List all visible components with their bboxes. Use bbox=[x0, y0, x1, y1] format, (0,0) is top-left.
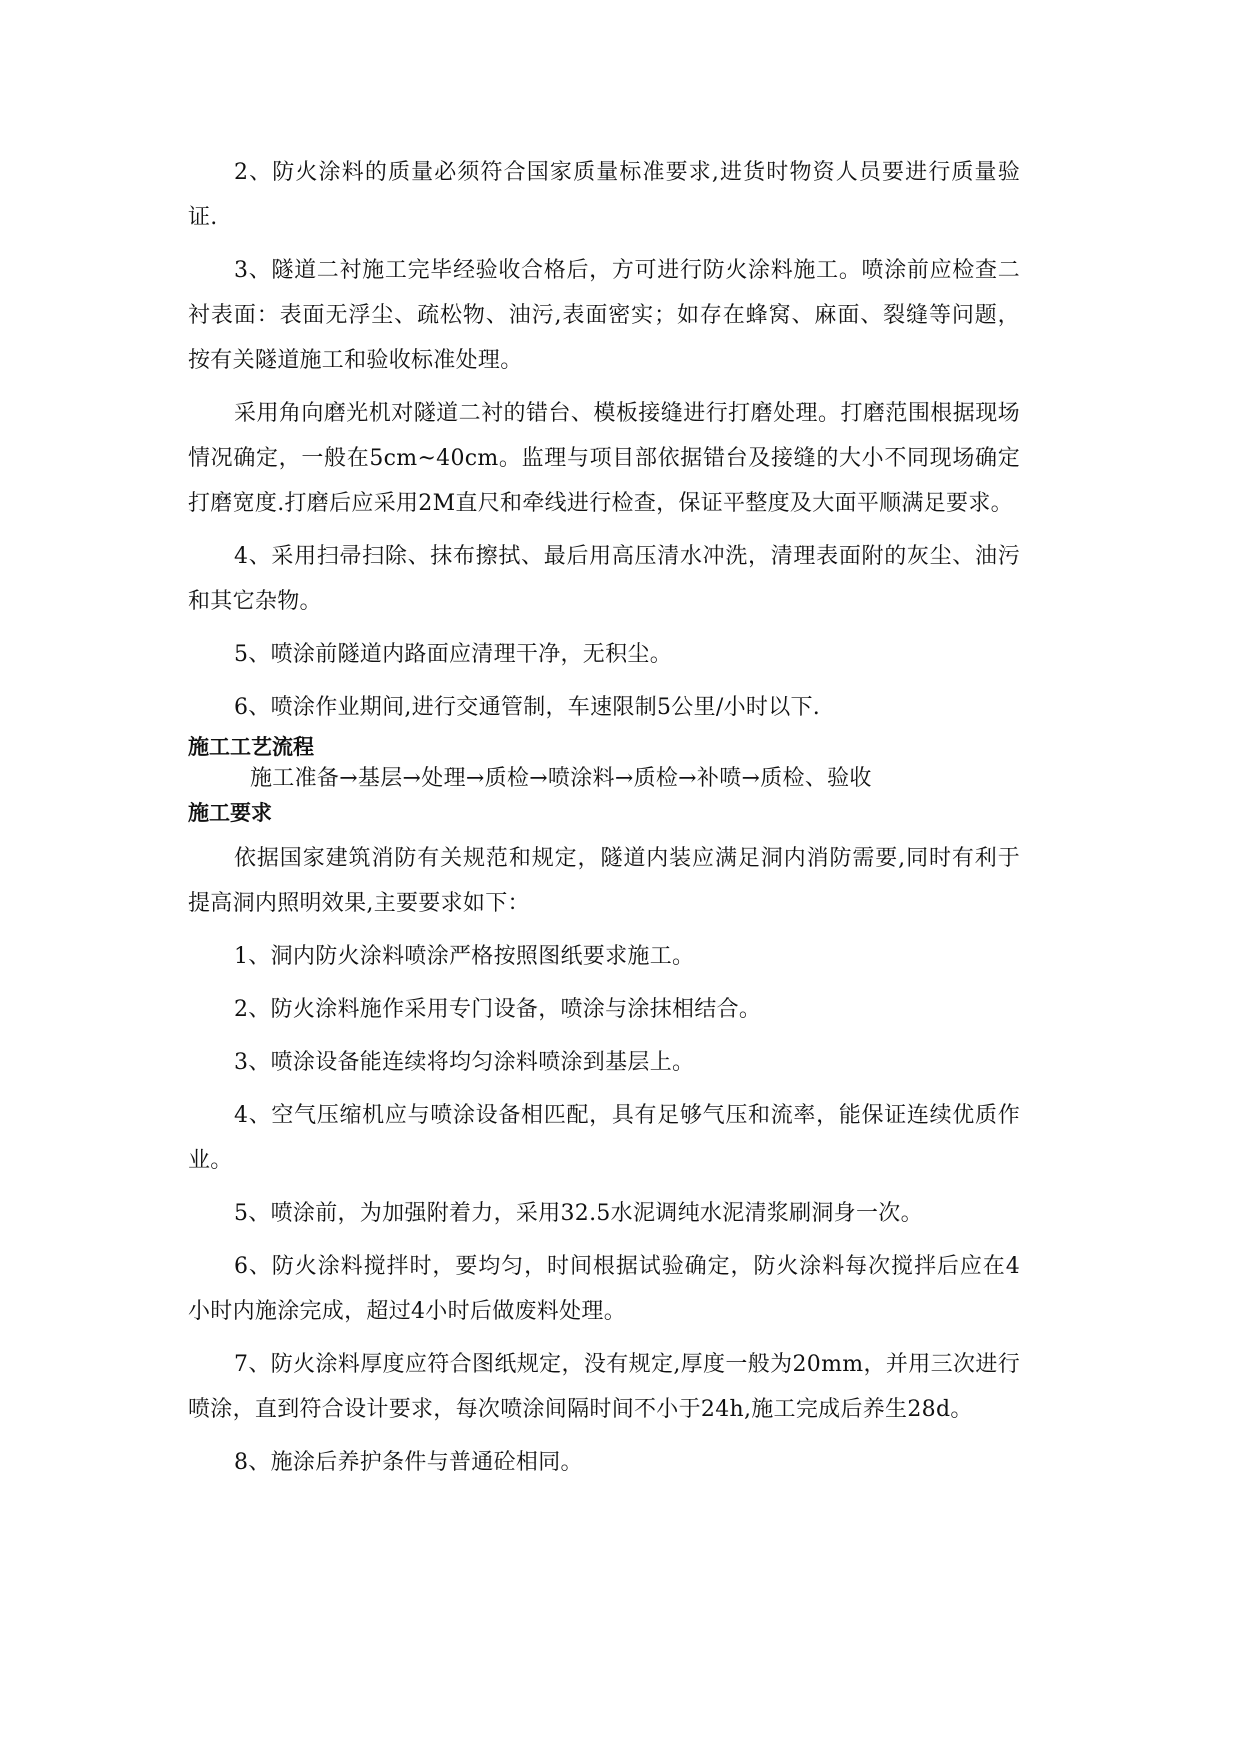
paragraph-req-6: 6、防火涂料搅拌时，要均匀，时间根据试验确定，防火涂料每次搅拌后应在4小时内施涂完成，超过4小时后做废料处理。 bbox=[188, 1254, 1020, 1324]
paragraph-requirements-intro: 依据国家建筑消防有关规范和规定，隧道内装应满足洞内消防需要,同时有利于提高洞内照明效果,主要要求如下： bbox=[188, 846, 1020, 916]
paragraph-req-3: 3、喷涂设备能连续将均匀涂料喷涂到基层上。 bbox=[234, 1050, 695, 1075]
paragraph-req-1: 1、洞内防火涂料喷涂严格按照图纸要求施工。 bbox=[234, 944, 695, 969]
heading-process-flow: 施工工艺流程 bbox=[188, 735, 314, 759]
process-flow-line: 施工准备→基层→处理→质检→喷涂料→质检→补喷→质检、验收 bbox=[250, 766, 872, 791]
paragraph-lining-inspection: 3、隧道二衬施工完毕经验收合格后，方可进行防火涂料施工。喷涂前应检查二衬表面：表面无浮尘、疏松物、油污,表面密实；如存在蜂窝、麻面、裂缝等问题，按有关隧道施工和验收标准处理。 bbox=[188, 258, 1020, 373]
document-body bbox=[188, 150, 1020, 1485]
paragraph-req-8: 8、施涂后养护条件与普通砼相同。 bbox=[234, 1450, 583, 1475]
paragraph-grinding: 采用角向磨光机对隧道二衬的错台、模板接缝进行打磨处理。打磨范围根据现场情况确定，一般在5cm~40cm。监理与项目部依据错台及接缝的大小不同现场确定打磨宽度.打磨后应采用2M直尺和牵线进行检查，保证平整度及大面平顺满足要求。 bbox=[188, 401, 1020, 516]
paragraph-traffic-control: 6、喷涂作业期间,进行交通管制，车速限制5公里/小时以下. bbox=[234, 695, 821, 720]
paragraph-req-4: 4、空气压缩机应与喷涂设备相匹配，具有足够气压和流率，能保证连续优质作业。 bbox=[188, 1103, 1020, 1173]
paragraph-road-clean: 5、喷涂前隧道内路面应清理干净，无积尘。 bbox=[234, 642, 672, 667]
heading-requirements: 施工要求 bbox=[188, 801, 272, 825]
paragraph-req-2: 2、防火涂料施作采用专门设备，喷涂与涂抹相结合。 bbox=[234, 997, 762, 1022]
paragraph-req-7: 7、防火涂料厚度应符合图纸规定，没有规定,厚度一般为20mm，并用三次进行喷涂，直到符合设计要求，每次喷涂间隔时间不小于24h,施工完成后养生28d。 bbox=[188, 1352, 1020, 1422]
paragraph-cleaning: 4、采用扫帚扫除、抹布擦拭、最后用高压清水冲洗，清理表面附的灰尘、油污和其它杂物。 bbox=[188, 544, 1020, 614]
paragraph-quality: 2、防火涂料的质量必须符合国家质量标准要求,进货时物资人员要进行质量验证. bbox=[188, 160, 1020, 230]
paragraph-req-5: 5、喷涂前，为加强附着力，采用32.5水泥调纯水泥清浆刷洞身一次。 bbox=[234, 1201, 923, 1226]
